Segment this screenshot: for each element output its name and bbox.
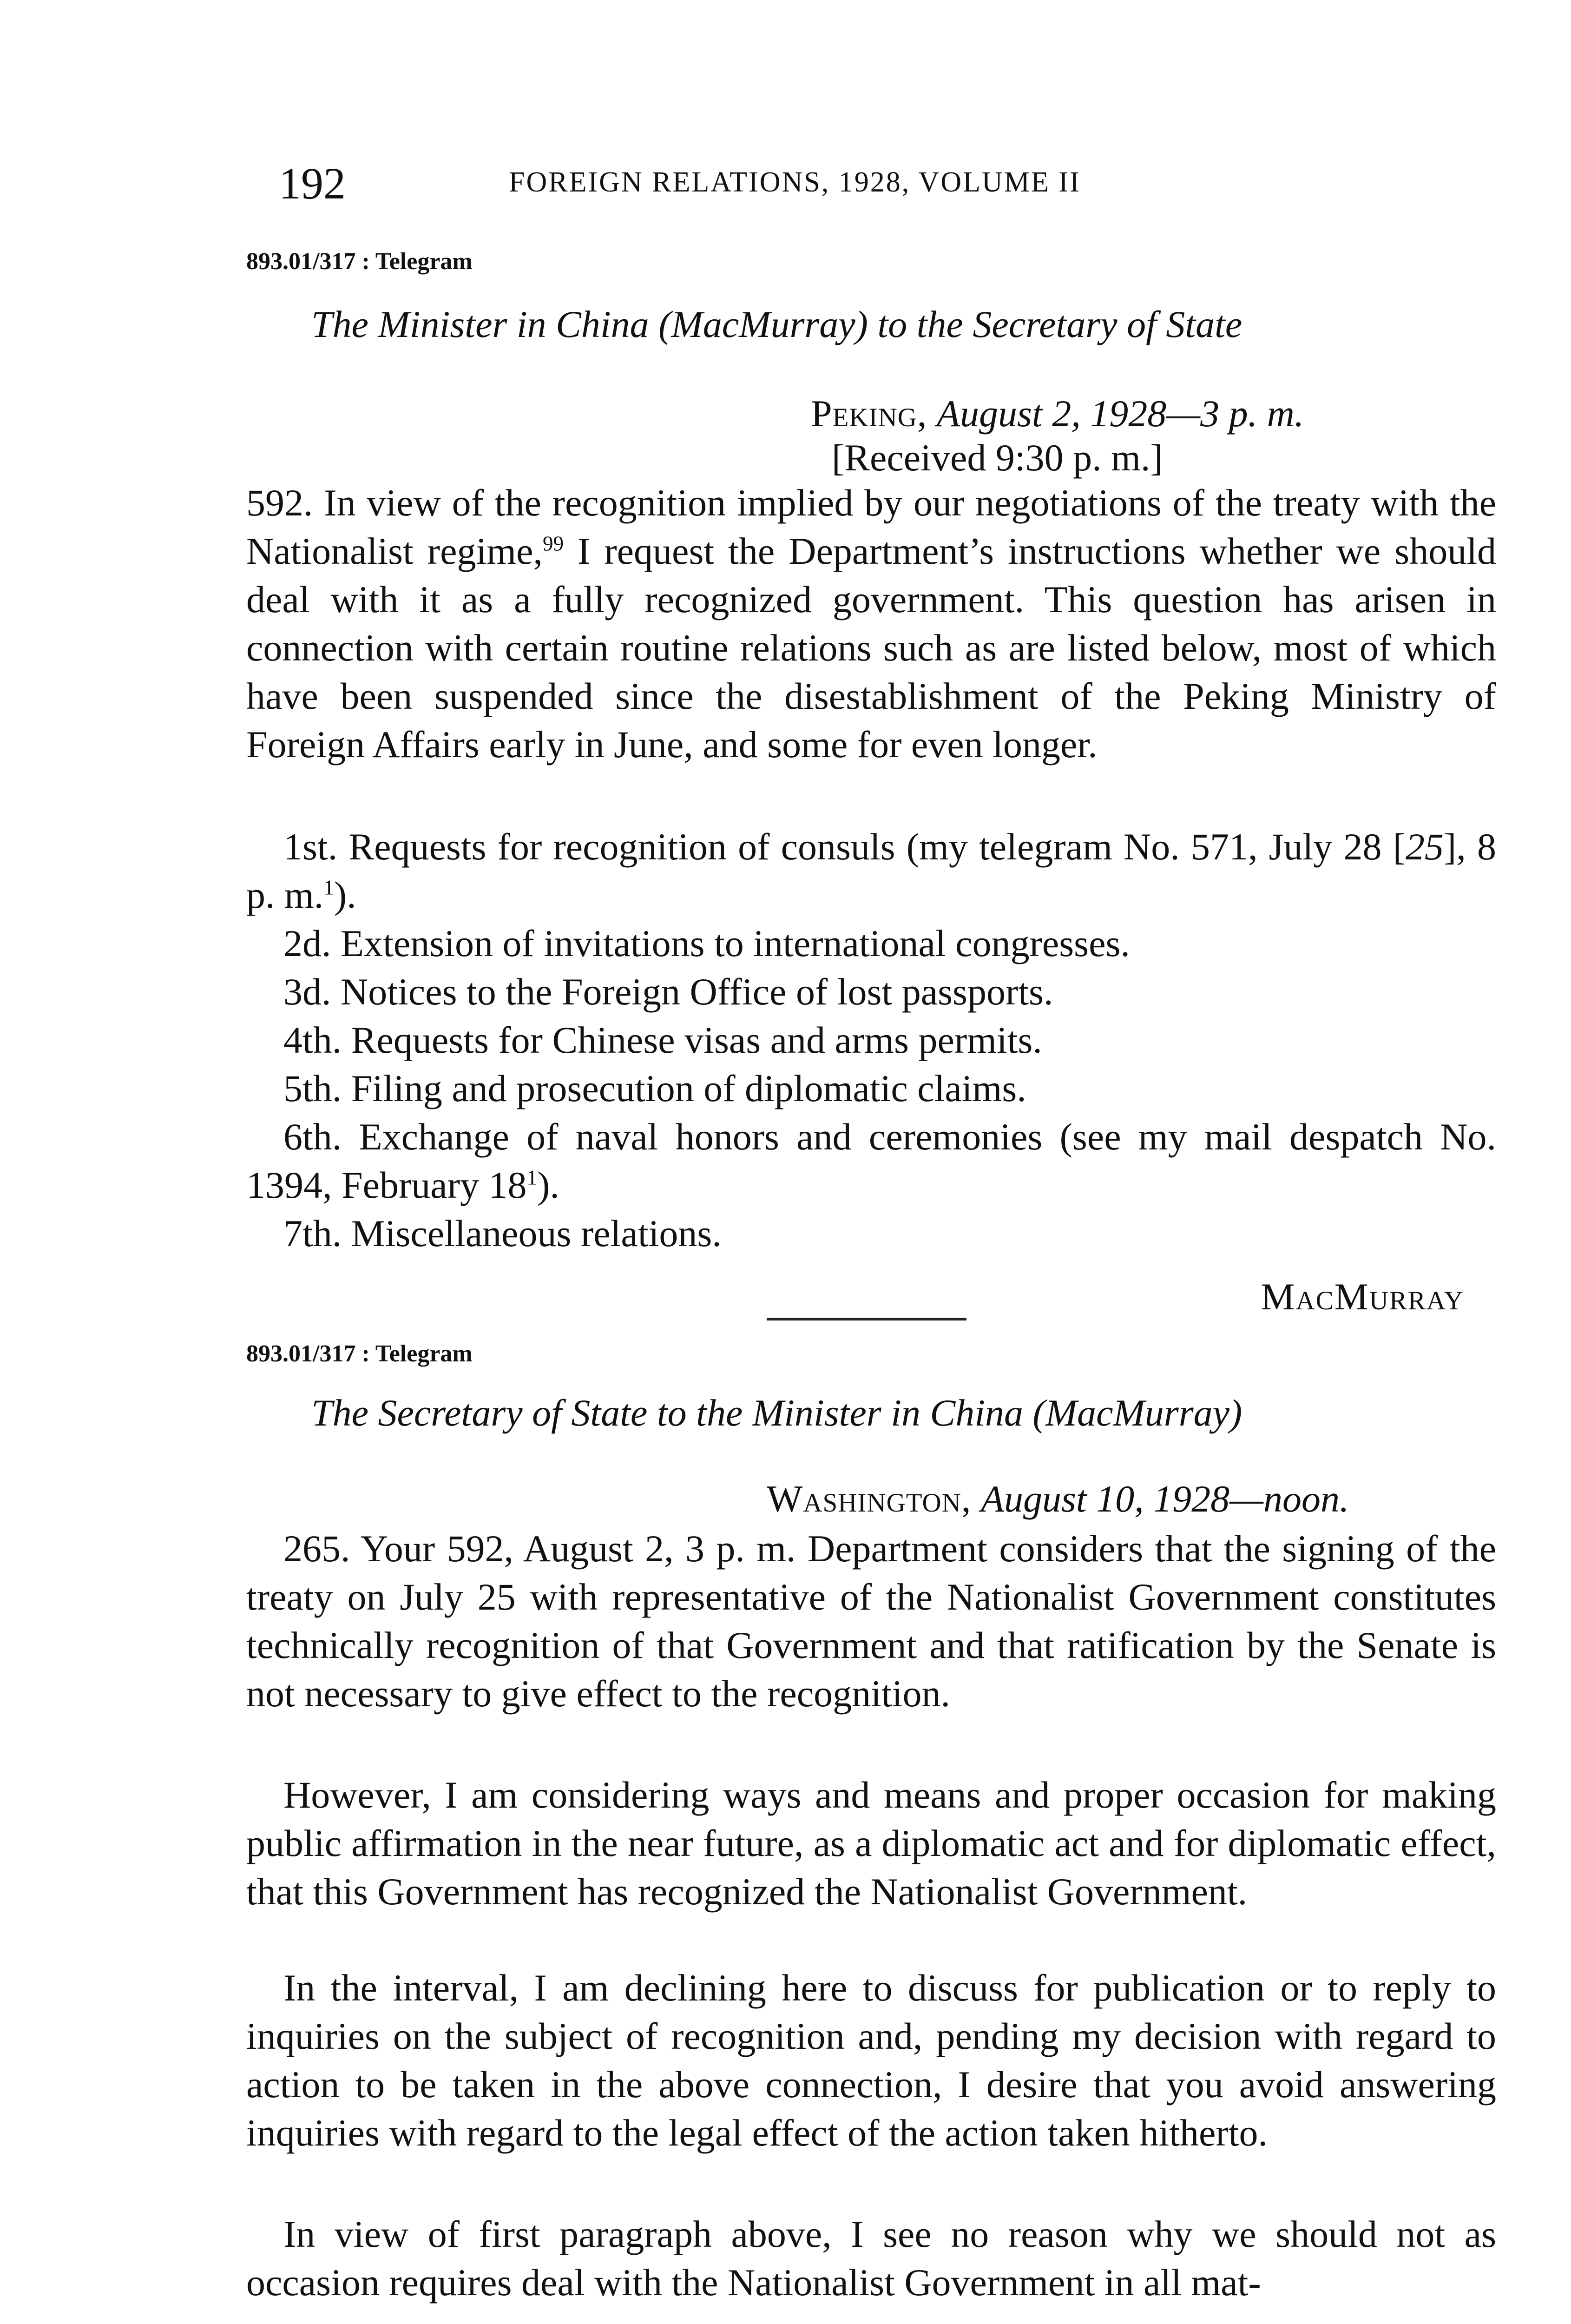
- list-item: 1st. Requests for recognition of consuls (my telegram No. 571, July 28 [25], 8 p. m.$^1$).: [246, 825, 1496, 916]
- list-item: 4th. Requests for Chinese visas and arms permits.: [283, 1019, 1042, 1061]
- dateline-date: August 2, 1928—3 p. m.: [936, 392, 1304, 435]
- dateline-place: Washington,: [767, 1478, 972, 1520]
- document-title: The Minister in China (MacMurray) to the Secretary of State: [311, 303, 1242, 345]
- list-item: 7th. Miscellaneous relations.: [283, 1212, 722, 1254]
- running-title: FOREIGN RELATIONS, 1928, VOLUME II: [509, 166, 1081, 198]
- signature: MacMurray: [1261, 1275, 1464, 1318]
- list-item: 6th. Exchange of naval honors and ceremonies (see my mail despatch No. 1394, February $18^1$).: [246, 1116, 1496, 1206]
- list-item: 2d. Extension of invitations to international congresses.: [283, 922, 1130, 964]
- telegram-paragraph: 265. Your 592, August 2, 3 p. m. Department considers that the signing of the treaty on July 25 with representative of the Nationalist Government constitutes technically recognition of that Government and that ratification by the Senate is not necessary to give effect to the recognition.: [246, 1527, 1496, 1715]
- separator-rule: [767, 1318, 966, 1320]
- list-item: 5th. Filing and prosecution of diplomatic claims.: [283, 1067, 1026, 1109]
- footnote-marker: 1: [323, 876, 334, 899]
- telegram-paragraph: 592. In view of the recognition implied by our negotiations of the treaty with the Nationalist regime,$^{99}$ I request the Department’s instructions whether we should deal with it as a fully recognized government. This question has arisen in connection with certain routine relations such as are listed below, most of which have been suspended since the disestablishment of the Peking Ministry of Foreign Affairs early in June, and some for even longer.: [246, 482, 1496, 766]
- dateline-date: August 10, 1928—noon.: [980, 1478, 1349, 1520]
- dateline: [811, 390, 1304, 437]
- received-note: [Received 9:30 p. m.]: [832, 436, 1163, 479]
- footnote-marker: 1: [526, 1166, 538, 1189]
- dateline-place: Peking,: [811, 392, 927, 435]
- document-title: The Secretary of State to the Minister in China (MacMurray): [311, 1392, 1242, 1434]
- footnote-marker: 99: [542, 532, 564, 555]
- file-reference: 893.01/317 : Telegram: [246, 1340, 473, 1367]
- telegram-paragraph: In view of first paragraph above, I see no reason why we should not as occasion requires deal with the Nationalist Government in all mat-: [246, 2213, 1496, 2304]
- page-number: 192: [279, 158, 346, 208]
- dateline: [767, 1476, 1349, 1522]
- file-reference: 893.01/317 : Telegram: [246, 248, 473, 275]
- telegram-paragraph: In the interval, I am declining here to discuss for publication or to reply to inquiries on the subject of recognition and, pending my decision with regard to action to be taken in the above connection, I desire that you avoid answering inquiries with regard to the legal effect of the action taken hitherto.: [246, 1967, 1496, 2154]
- list-item: 3d. Notices to the Foreign Office of lost passports.: [283, 971, 1053, 1013]
- telegram-paragraph: However, I am considering ways and means and proper occasion for making public affirmation in the near future, as a diplomatic act and for diplomatic effect, that this Government has recognized the Nationalist Government.: [246, 1774, 1496, 1913]
